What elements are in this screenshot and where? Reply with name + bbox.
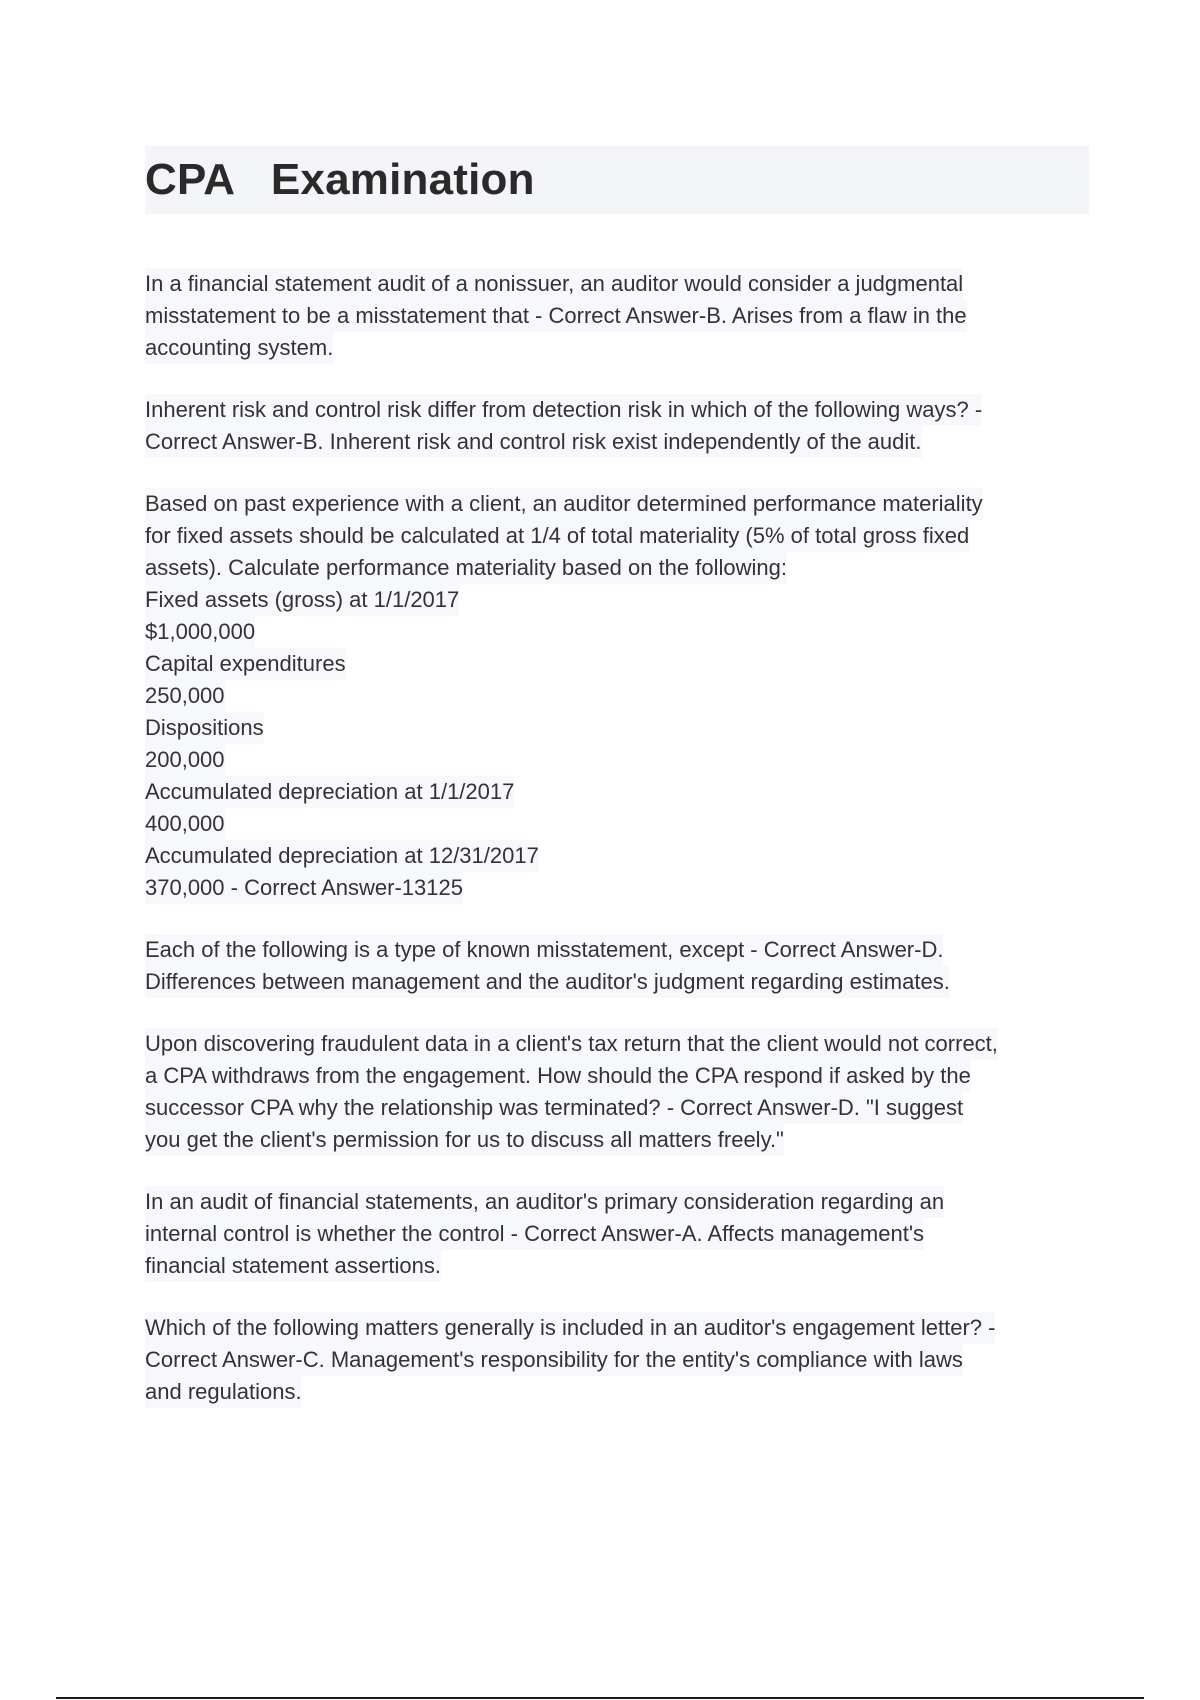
text-line: Which of the following matters generally is included in an auditor's engagement letter? - bbox=[145, 1312, 995, 1344]
text-line: In a financial statement audit of a nonissuer, an auditor would consider a judgmental bbox=[145, 268, 963, 300]
page-title: CPA Examination bbox=[145, 155, 535, 204]
text-line: $1,000,000 bbox=[145, 616, 255, 648]
text-line: accounting system. bbox=[145, 332, 333, 364]
text-line: internal control is whether the control - Correct Answer-A. Affects management's bbox=[145, 1218, 924, 1250]
text-line: In an audit of financial statements, an auditor's primary consideration regarding an bbox=[145, 1186, 944, 1218]
text-line: Based on past experience with a client, an auditor determined performance materiality bbox=[145, 488, 983, 520]
text-line: 200,000 bbox=[145, 744, 225, 776]
question-answer-item bbox=[145, 394, 1085, 458]
text-line: Dispositions bbox=[145, 712, 264, 744]
text-line: Accumulated depreciation at 1/1/2017 bbox=[145, 776, 514, 808]
text-line: and regulations. bbox=[145, 1376, 302, 1408]
text-line: Differences between management and the auditor's judgment regarding estimates. bbox=[145, 966, 950, 998]
text-line: assets). Calculate performance materiality based on the following: bbox=[145, 552, 787, 584]
text-line: 250,000 bbox=[145, 680, 225, 712]
text-line: you get the client's permission for us to discuss all matters freely." bbox=[145, 1124, 784, 1156]
page-divider bbox=[56, 1697, 1144, 1699]
text-line: 400,000 bbox=[145, 808, 225, 840]
text-line: Correct Answer-C. Management's responsibility for the entity's compliance with laws bbox=[145, 1344, 963, 1376]
text-line: a CPA withdraws from the engagement. How should the CPA respond if asked by the bbox=[145, 1060, 971, 1092]
question-answer-item bbox=[145, 488, 1085, 904]
text-line: Correct Answer-B. Inherent risk and control risk exist independently of the audit. bbox=[145, 426, 922, 458]
question-answer-item bbox=[145, 934, 1085, 998]
text-line: Accumulated depreciation at 12/31/2017 bbox=[145, 840, 539, 872]
text-line: misstatement to be a misstatement that - Correct Answer-B. Arises from a flaw in the bbox=[145, 300, 967, 332]
text-line: financial statement assertions. bbox=[145, 1250, 441, 1282]
question-answer-item bbox=[145, 1186, 1085, 1282]
text-line: Upon discovering fraudulent data in a client's tax return that the client would not correct, bbox=[145, 1028, 998, 1060]
text-line: Inherent risk and control risk differ from detection risk in which of the following ways? - bbox=[145, 394, 982, 426]
question-list bbox=[145, 268, 1085, 1438]
text-line: successor CPA why the relationship was terminated? - Correct Answer-D. "I suggest bbox=[145, 1092, 963, 1124]
question-answer-item bbox=[145, 1028, 1085, 1156]
text-line: Each of the following is a type of known misstatement, except - Correct Answer-D. bbox=[145, 934, 943, 966]
question-answer-item bbox=[145, 1312, 1085, 1408]
text-line: for fixed assets should be calculated at 1/4 of total materiality (5% of total gross fixed bbox=[145, 520, 969, 552]
text-line: Fixed assets (gross) at 1/1/2017 bbox=[145, 584, 459, 616]
text-line: Capital expenditures bbox=[145, 648, 346, 680]
text-line: 370,000 - Correct Answer-13125 bbox=[145, 872, 463, 904]
question-answer-item bbox=[145, 268, 1085, 364]
